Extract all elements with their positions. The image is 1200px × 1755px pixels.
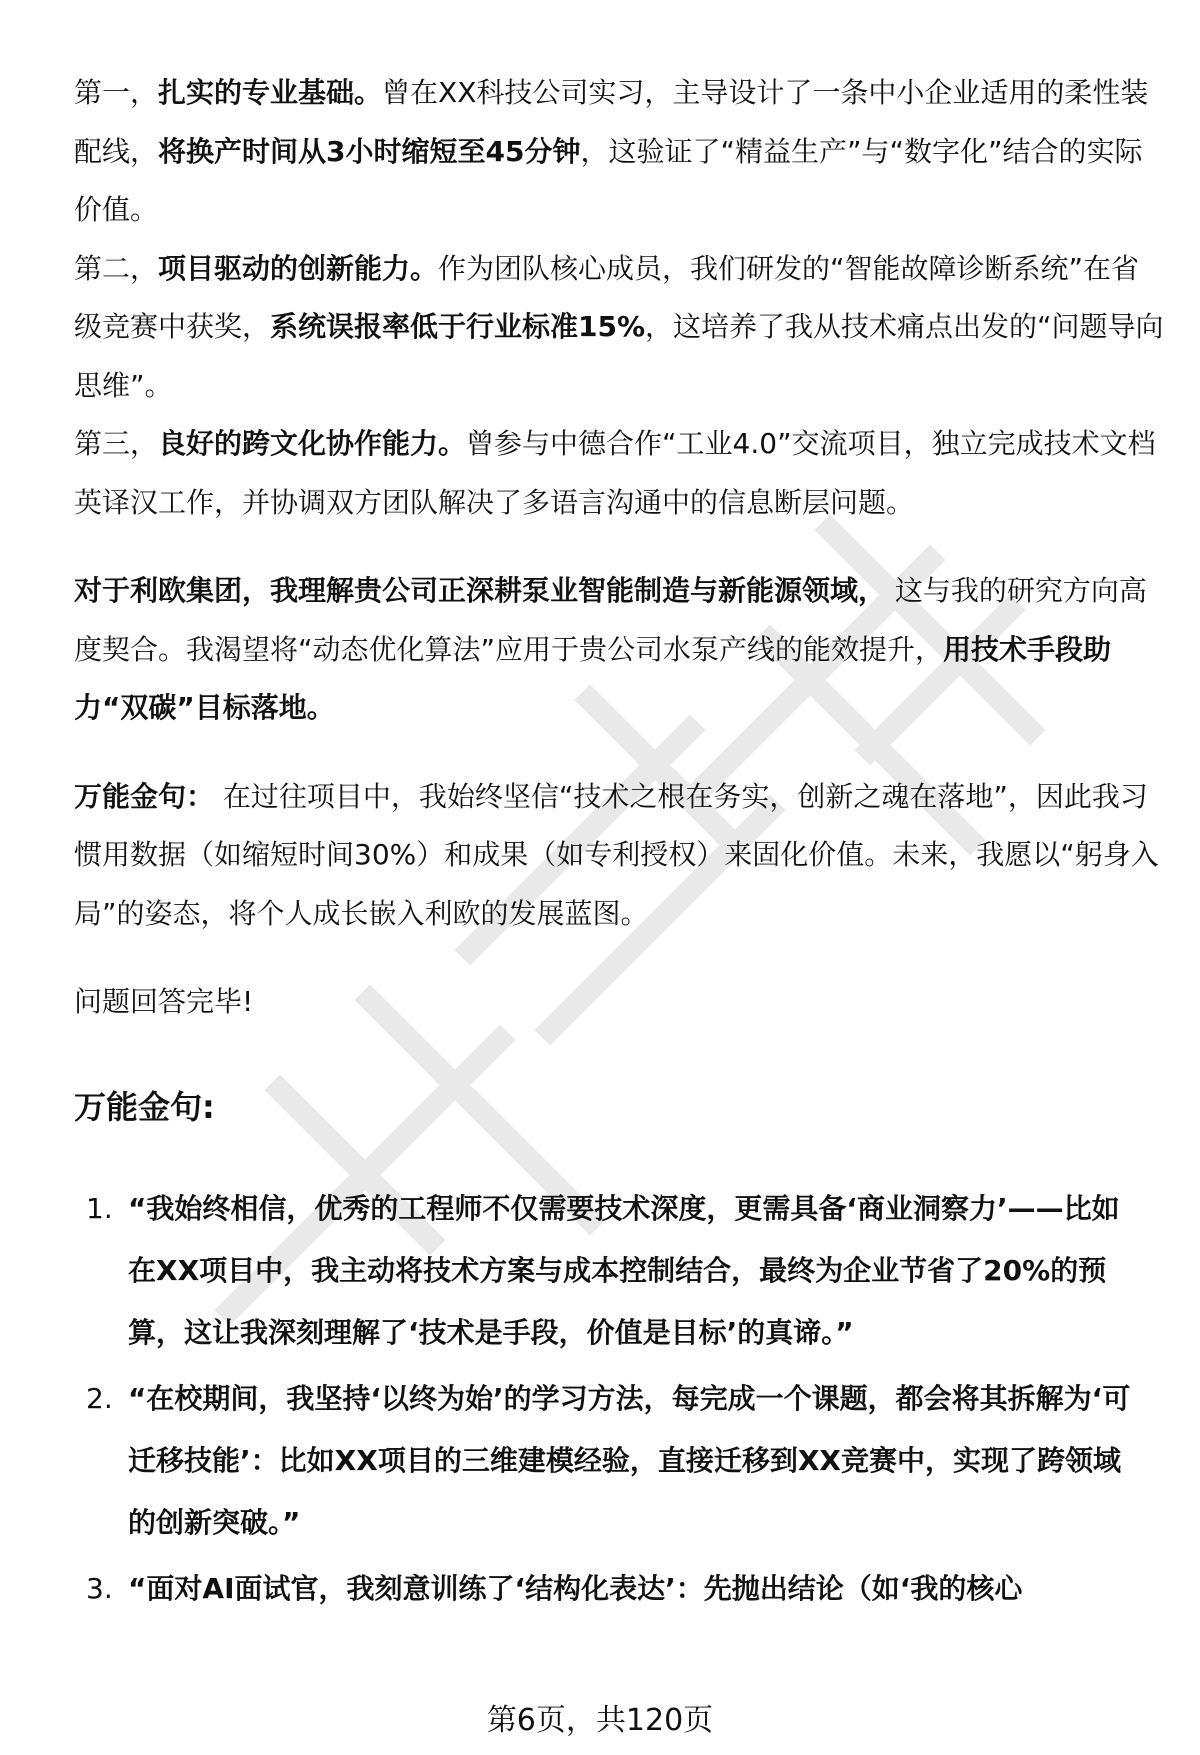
section-text: 曾参与中德合作“工业4.0”交流项目，独立完成技术文档英译汉工作，并协调双方团队解决了多语言沟通中的信息断层问题。 — [74, 427, 1156, 519]
paragraph-company — [74, 562, 1164, 738]
list-item — [74, 1368, 1138, 1554]
section-text: 曾在XX科技公司实习，主导设计了一条中小企业适用的柔性装配线， — [74, 76, 1149, 168]
list-number: 2. — [86, 1381, 113, 1415]
section-text: ，这验证了“精益生产”与“数字化”结合的实际价值。 — [74, 134, 1143, 226]
section-heading: 万能金句: — [74, 1087, 215, 1126]
paragraph-third — [74, 415, 1164, 532]
closing-text: 问题回答完毕! — [74, 985, 254, 1018]
quote-text: “我始终相信，优秀的工程师不仅需要技术深度，更需具备‘商业洞察力’——比如在XX项目中，我主动将技术方案与成本控制结合，最终为企业节省了20%的预算，这让我深刻理解了‘技术是手段，价值是目标’的真谛。” — [128, 1191, 1120, 1349]
golden-label: 万能金句： — [74, 779, 215, 813]
paragraph-golden — [74, 768, 1164, 944]
paragraph-first — [74, 64, 1164, 240]
company-bold-lead: 对于利欧集团，我理解贵公司正深耕泵业智能制造与新能源领域， — [74, 574, 887, 607]
section-text: 作为团队核心成员，我们研发的“智能故障诊断系统”在省级竞赛中获奖， — [74, 251, 1140, 343]
document-body — [74, 64, 1164, 1624]
section-bold-highlight: 将换产时间从3小时缩短至45分钟 — [158, 134, 581, 168]
paragraph-second — [74, 240, 1164, 416]
section-prefix: 第一， — [74, 76, 159, 109]
quote-text: “在校期间，我坚持‘以终为始’的学习方法，每完成一个课题，都会将其拆解为‘可迁移技能’：比如XX项目的三维建模经验，直接迁移到XX竞赛中，实现了跨领域的创新突破。” — [128, 1381, 1131, 1539]
page-number-footer: 第6页，共120页 — [486, 1703, 714, 1738]
list-item — [74, 1558, 1138, 1620]
quote-list — [74, 1178, 1164, 1620]
section-bold-heading: 扎实的专业基础。 — [158, 76, 383, 109]
section-bold-heading: 良好的跨文化协作能力。 — [158, 427, 467, 460]
section-prefix: 第三， — [74, 427, 159, 460]
list-item — [74, 1178, 1138, 1364]
list-number: 1. — [86, 1191, 113, 1225]
golden-text: 在过往项目中，我始终坚信“技术之根在务实，创新之魂在落地”，因此我习惯用数据（如缩短时间30%）和成果（如专利授权）来固化价值。未来，我愿以“躬身入局”的姿态，将个人成长嵌入利欧的发展蓝图。 — [74, 779, 1159, 930]
company-text: 这与我的研究方向高度契合。我渴望将“动态优化算法”应用于贵公司水泵产线的能效提升， — [74, 574, 1147, 666]
quote-text: “面对AI面试官，我刻意训练了‘结构化表达’：先抛出结论（如‘我的核心 — [128, 1571, 1023, 1605]
section-bold-highlight: 系统误报率低于行业标准15% — [270, 310, 646, 343]
list-number: 3. — [86, 1571, 113, 1605]
company-bold-highlight: 用技术手段助力“双碳”目标落地。 — [74, 632, 1112, 724]
section-bold-heading: 项目驱动的创新能力。 — [158, 251, 439, 285]
section-text: ，这培养了我从技术痛点出发的“问题导向思维”。 — [74, 310, 1164, 402]
section-prefix: 第二， — [74, 251, 159, 285]
